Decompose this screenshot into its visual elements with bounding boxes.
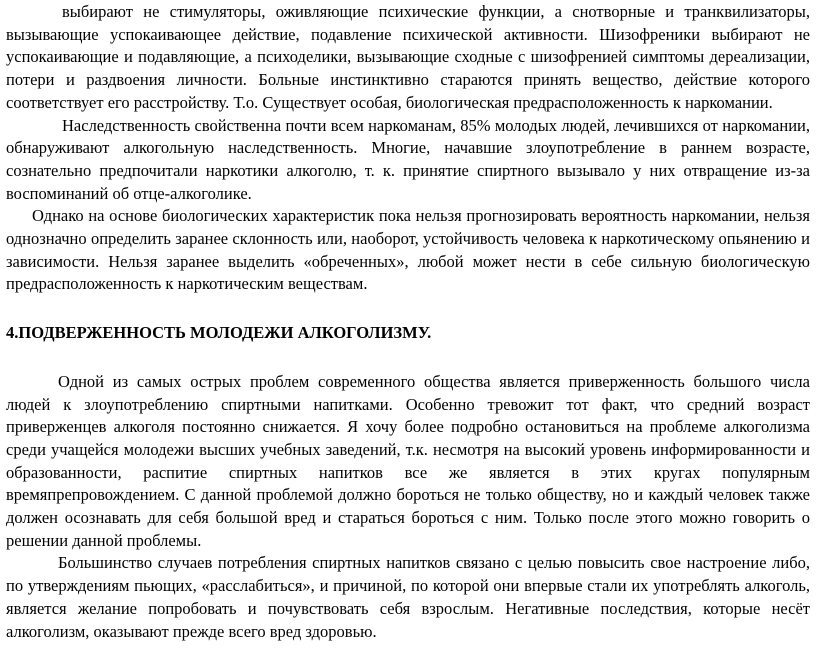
paragraph-alcohol-reasons: Большинство случаев потребления спиртных напитков связано с целью повысить свое настроение либо, по утверждениям пьющих, «расслабиться», и причиной, по которой они впервые стали их употреблять алкоголь, является желание попробовать и почувствовать себя взрослым. Негативные последствия, которые несёт алкоголизм, оказывают прежде всего вред здоровью.	[6, 553, 810, 641]
paragraph-alcohol-problem: Одной из самых острых проблем современного общества является приверженность большого числа людей к злоупотреблению спиртными напитками. Особенно тревожит тот факт, что средний возраст приверженцев алкоголя постоянно снижается. Я хочу более подробно остановиться на проблеме алкоголизма среди учащейся молодежи высших учебных заведений, т.к. несмотря на высокий уровень информированности и образованности, распитие спиртных напитков все же является в этих кругах популярным времяпрепровождением. С данной проблемой должно бороться не только обществу, но и каждый человек также должен осознавать для себя большой вред и стараться бороться с ним. Только после этого можно говорить о решении данной проблемы.	[6, 371, 810, 550]
section-heading: 4.ПОДВЕРЖЕННОСТЬ МОЛОДЕЖИ АЛКОГОЛИЗМУ.	[6, 323, 432, 343]
paragraph-psychoactive-preference: выбирают не стимуляторы, оживляющие психические функции, а снотворные и транквилизаторы, вызывающие успокаивающее действие, подавление психической активности. Шизофреники выбирают не успокаивающие и подавляющие, а психоделики, вызывающие сходные с шизофренией симптомы дереализации, потери и раздвоения личности. Больные инстинктивно стараются принять вещество, действие которого соответствует его расстройству. Т.о. Существует особая, биологическая предрасположенность к наркомании.	[6, 2, 810, 112]
paragraph-heredity: Наследственность свойственна почти всем наркоманам, 85% молодых людей, лечившихся от наркомании, обнаруживают алкогольную наследственность. Многие, начавшие злоупотребление в раннем возрасте, сознательно предпочитали наркотики алкоголю, т. к. принятие спиртного вызывало у них отвращение из-за воспоминаний об отце-алкоголике.	[6, 115, 810, 203]
paragraph-biological-prediction: Однако на основе биологических характеристик пока нельзя прогнозировать вероятность наркомании, нельзя однозначно определить заранее склонность или, наоборот, устойчивость человека к наркотическому опьянению и зависимости. Нельзя заранее выделить «обреченных», любой может нести в себе сильную биологическую предрасположенность к наркотическим веществам.	[6, 206, 810, 294]
